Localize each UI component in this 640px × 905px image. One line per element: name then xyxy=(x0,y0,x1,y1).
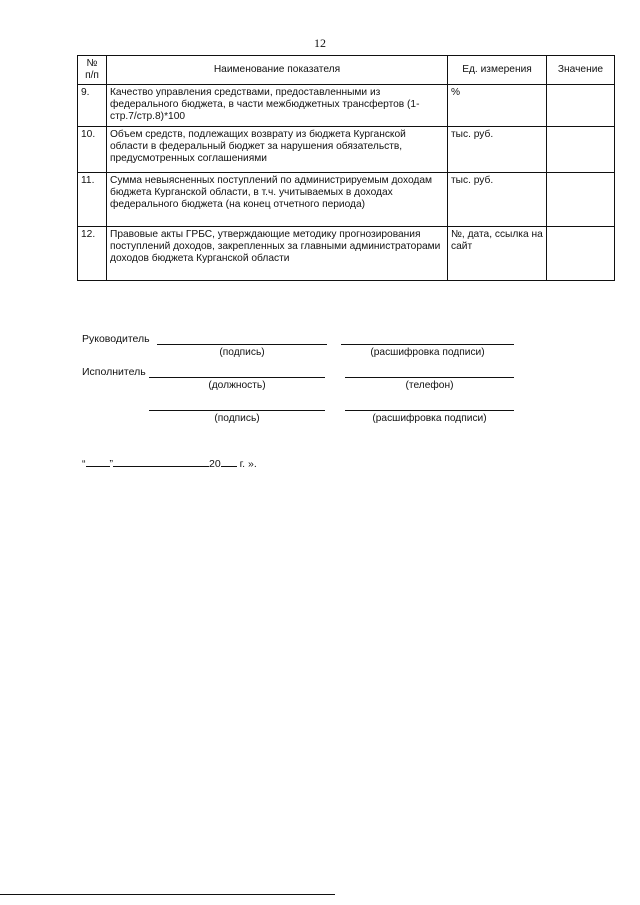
header-value: Значение xyxy=(547,56,615,85)
table-row xyxy=(78,173,615,227)
header-number-line1: № xyxy=(86,58,98,69)
executor-label: Исполнитель xyxy=(82,366,146,378)
row-number: 12. xyxy=(78,227,107,281)
row-unit: №, дата, ссылка на сайт xyxy=(448,227,547,281)
row-value xyxy=(547,173,615,227)
executor-position-caption: (должность) xyxy=(208,380,266,391)
row-value xyxy=(547,127,615,173)
executor-phone-line[interactable] xyxy=(345,377,514,378)
day-blank[interactable] xyxy=(86,455,110,467)
row-value xyxy=(547,227,615,281)
header-number-line2: п/п xyxy=(85,70,99,81)
row-number: 9. xyxy=(78,85,107,127)
date-open-quote: “ xyxy=(82,458,86,470)
table-row xyxy=(78,227,615,281)
table-header-row xyxy=(78,56,615,85)
row-value xyxy=(547,85,615,127)
row-indicator-name: Качество управления средствами, предоставленными из федерального бюджета, в части межбюджетных трансфертов (1-стр.7/стр.8)*100 xyxy=(107,85,448,127)
table-row xyxy=(78,85,615,127)
row-number: 11. xyxy=(78,173,107,227)
head-signature-caption: (подпись) xyxy=(219,347,265,358)
row-indicator-name: Объем средств, подлежащих возврату из бюджета Курганской области в федеральный бюджет за нарушения обязательств, предусмотренных соглашениями xyxy=(107,127,448,173)
table-row xyxy=(78,127,615,173)
executor-phone-caption: (телефон) xyxy=(405,380,454,391)
row-unit: тыс. руб. xyxy=(448,173,547,227)
row-unit: % xyxy=(448,85,547,127)
month-blank[interactable] xyxy=(113,455,209,467)
row-indicator-name: Сумма невыясненных поступлений по администрируемым доходам бюджета Курганской области, в т.ч. учитываемых в доходах федерального бюджета (на конец отчетного периода) xyxy=(107,173,448,227)
row-number: 10. xyxy=(78,127,107,173)
head-decoding-caption: (расшифровка подписи) xyxy=(370,347,485,358)
row-unit: тыс. руб. xyxy=(448,127,547,173)
header-unit: Ед. измерения xyxy=(448,56,547,85)
executor-decoding-caption: (расшифровка подписи) xyxy=(372,413,487,424)
date-close-quote: ” xyxy=(109,458,113,470)
executor-position-line[interactable] xyxy=(149,377,325,378)
head-decoding-line[interactable] xyxy=(341,344,514,345)
indicators-table xyxy=(77,55,615,281)
date-line xyxy=(82,455,257,470)
header-number xyxy=(78,56,107,85)
head-label: Руководитель xyxy=(82,333,150,345)
head-signature-line[interactable] xyxy=(157,344,327,345)
page-number: 12 xyxy=(314,36,326,50)
year-prefix: 20 xyxy=(209,458,221,470)
header-indicator-name: Наименование показателя xyxy=(107,56,448,85)
footer-rule xyxy=(0,894,335,895)
executor-signature-caption: (подпись) xyxy=(214,413,260,424)
row-indicator-name: Правовые акты ГРБС, утверждающие методику прогнозирования поступлений доходов, закрепленных за главными администраторами доходов бюджета Курганской области xyxy=(107,227,448,281)
date-suffix: г. ». xyxy=(236,458,257,470)
executor-decoding-line[interactable] xyxy=(345,410,514,411)
year-blank[interactable] xyxy=(221,455,237,467)
executor-signature-line[interactable] xyxy=(149,410,325,411)
